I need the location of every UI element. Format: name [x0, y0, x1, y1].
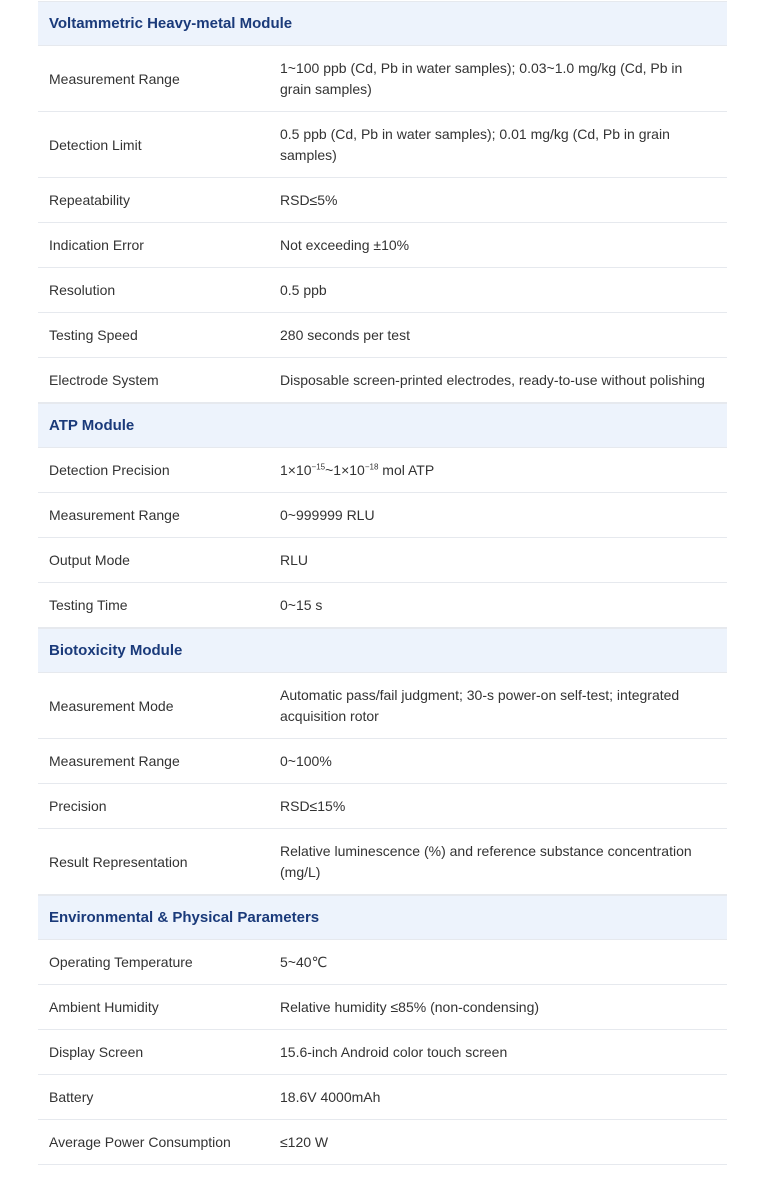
table-row	[38, 46, 727, 112]
table-row	[38, 829, 727, 895]
spec-label: Average Power Consumption	[49, 1134, 231, 1150]
spec-label: Repeatability	[49, 192, 130, 208]
spec-label: Precision	[49, 798, 107, 814]
table-row	[38, 178, 727, 223]
spec-label: Resolution	[49, 282, 116, 298]
spec-value: 18.6V 4000mAh	[280, 1088, 381, 1105]
spec-label: Measurement Range	[49, 70, 180, 87]
spec-value: 0.5 ppb	[280, 281, 327, 298]
table-row	[38, 1075, 727, 1120]
section-header-atp	[38, 403, 727, 448]
section-header-environmental	[38, 895, 727, 940]
table-row	[38, 268, 727, 313]
spec-label: Testing Speed	[49, 327, 138, 343]
section-header-heavy-metal	[38, 1, 727, 46]
spec-label: Ambient Humidity	[49, 999, 159, 1015]
table-row	[38, 940, 727, 985]
spec-label: Electrode System	[49, 372, 159, 388]
spec-label: Measurement Range	[49, 753, 180, 769]
table-row	[38, 739, 727, 784]
section-title: Voltammetric Heavy-metal Module	[49, 15, 293, 32]
spec-label: Measurement Range	[49, 507, 180, 523]
table-row	[38, 985, 727, 1030]
table-row	[38, 784, 727, 829]
spec-value: 1~100 ppb (Cd, Pb in water samples); 0.03~1.0 mg/kg (Cd, Pb in grain samples)	[280, 59, 683, 97]
spec-value: RSD≤5%	[280, 191, 338, 208]
table-row	[38, 583, 727, 628]
table-row	[38, 313, 727, 358]
spec-value: Automatic pass/fail judgment; 30-s power-on self-test; integrated acquisition rotor	[280, 686, 680, 724]
spec-value: 0~999999 RLU	[280, 506, 375, 523]
spec-value: 5~40℃	[280, 953, 328, 970]
table-row	[38, 448, 727, 493]
spec-label: Detection Limit	[49, 136, 142, 153]
table-row	[38, 673, 727, 739]
spec-value: Relative humidity ≤85% (non-condensing)	[280, 998, 540, 1015]
table-row	[38, 493, 727, 538]
spec-label: Result Representation	[49, 853, 188, 870]
spec-value: Not exceeding ±10%	[280, 236, 410, 253]
spec-value: 280 seconds per test	[280, 326, 410, 343]
section-header-biotoxicity	[38, 628, 727, 673]
spec-label: Measurement Mode	[49, 697, 174, 714]
spec-value: RSD≤15%	[280, 797, 346, 814]
section-title: Environmental & Physical Parameters	[49, 909, 320, 926]
table-row	[38, 1120, 727, 1165]
spec-label: Operating Temperature	[49, 954, 193, 970]
spec-value: 15.6-inch Android color touch screen	[280, 1043, 508, 1060]
spec-value: 0~15 s	[280, 596, 323, 613]
table-row	[38, 538, 727, 583]
spec-value: $1\times 10^{-15}\sim 1\times 10^{-18}$ mol ATP	[280, 461, 435, 478]
spec-value: ≤120 W	[280, 1133, 329, 1150]
spec-label: Battery	[49, 1089, 94, 1105]
spec-value: Disposable screen-printed electrodes, ready-to-use without polishing	[280, 371, 705, 388]
table-row	[38, 112, 727, 178]
spec-label: Indication Error	[49, 237, 144, 253]
spec-value: RLU	[280, 551, 309, 568]
spec-value: Relative luminescence (%) and reference substance concentration (mg/L)	[280, 842, 692, 880]
spec-label: Output Mode	[49, 552, 130, 568]
spec-table	[38, 1, 727, 1165]
spec-value: 0.5 ppb (Cd, Pb in water samples); 0.01 mg/kg (Cd, Pb in grain samples)	[280, 125, 670, 163]
table-row	[38, 1030, 727, 1075]
table-row	[38, 223, 727, 268]
section-title: Biotoxicity Module	[49, 642, 183, 659]
section-title: ATP Module	[49, 417, 135, 434]
spec-value: 0~100%	[280, 752, 332, 769]
spec-label: Display Screen	[49, 1044, 144, 1060]
spec-label: Testing Time	[49, 597, 128, 613]
spec-label: Detection Precision	[49, 462, 170, 478]
table-row	[38, 358, 727, 403]
